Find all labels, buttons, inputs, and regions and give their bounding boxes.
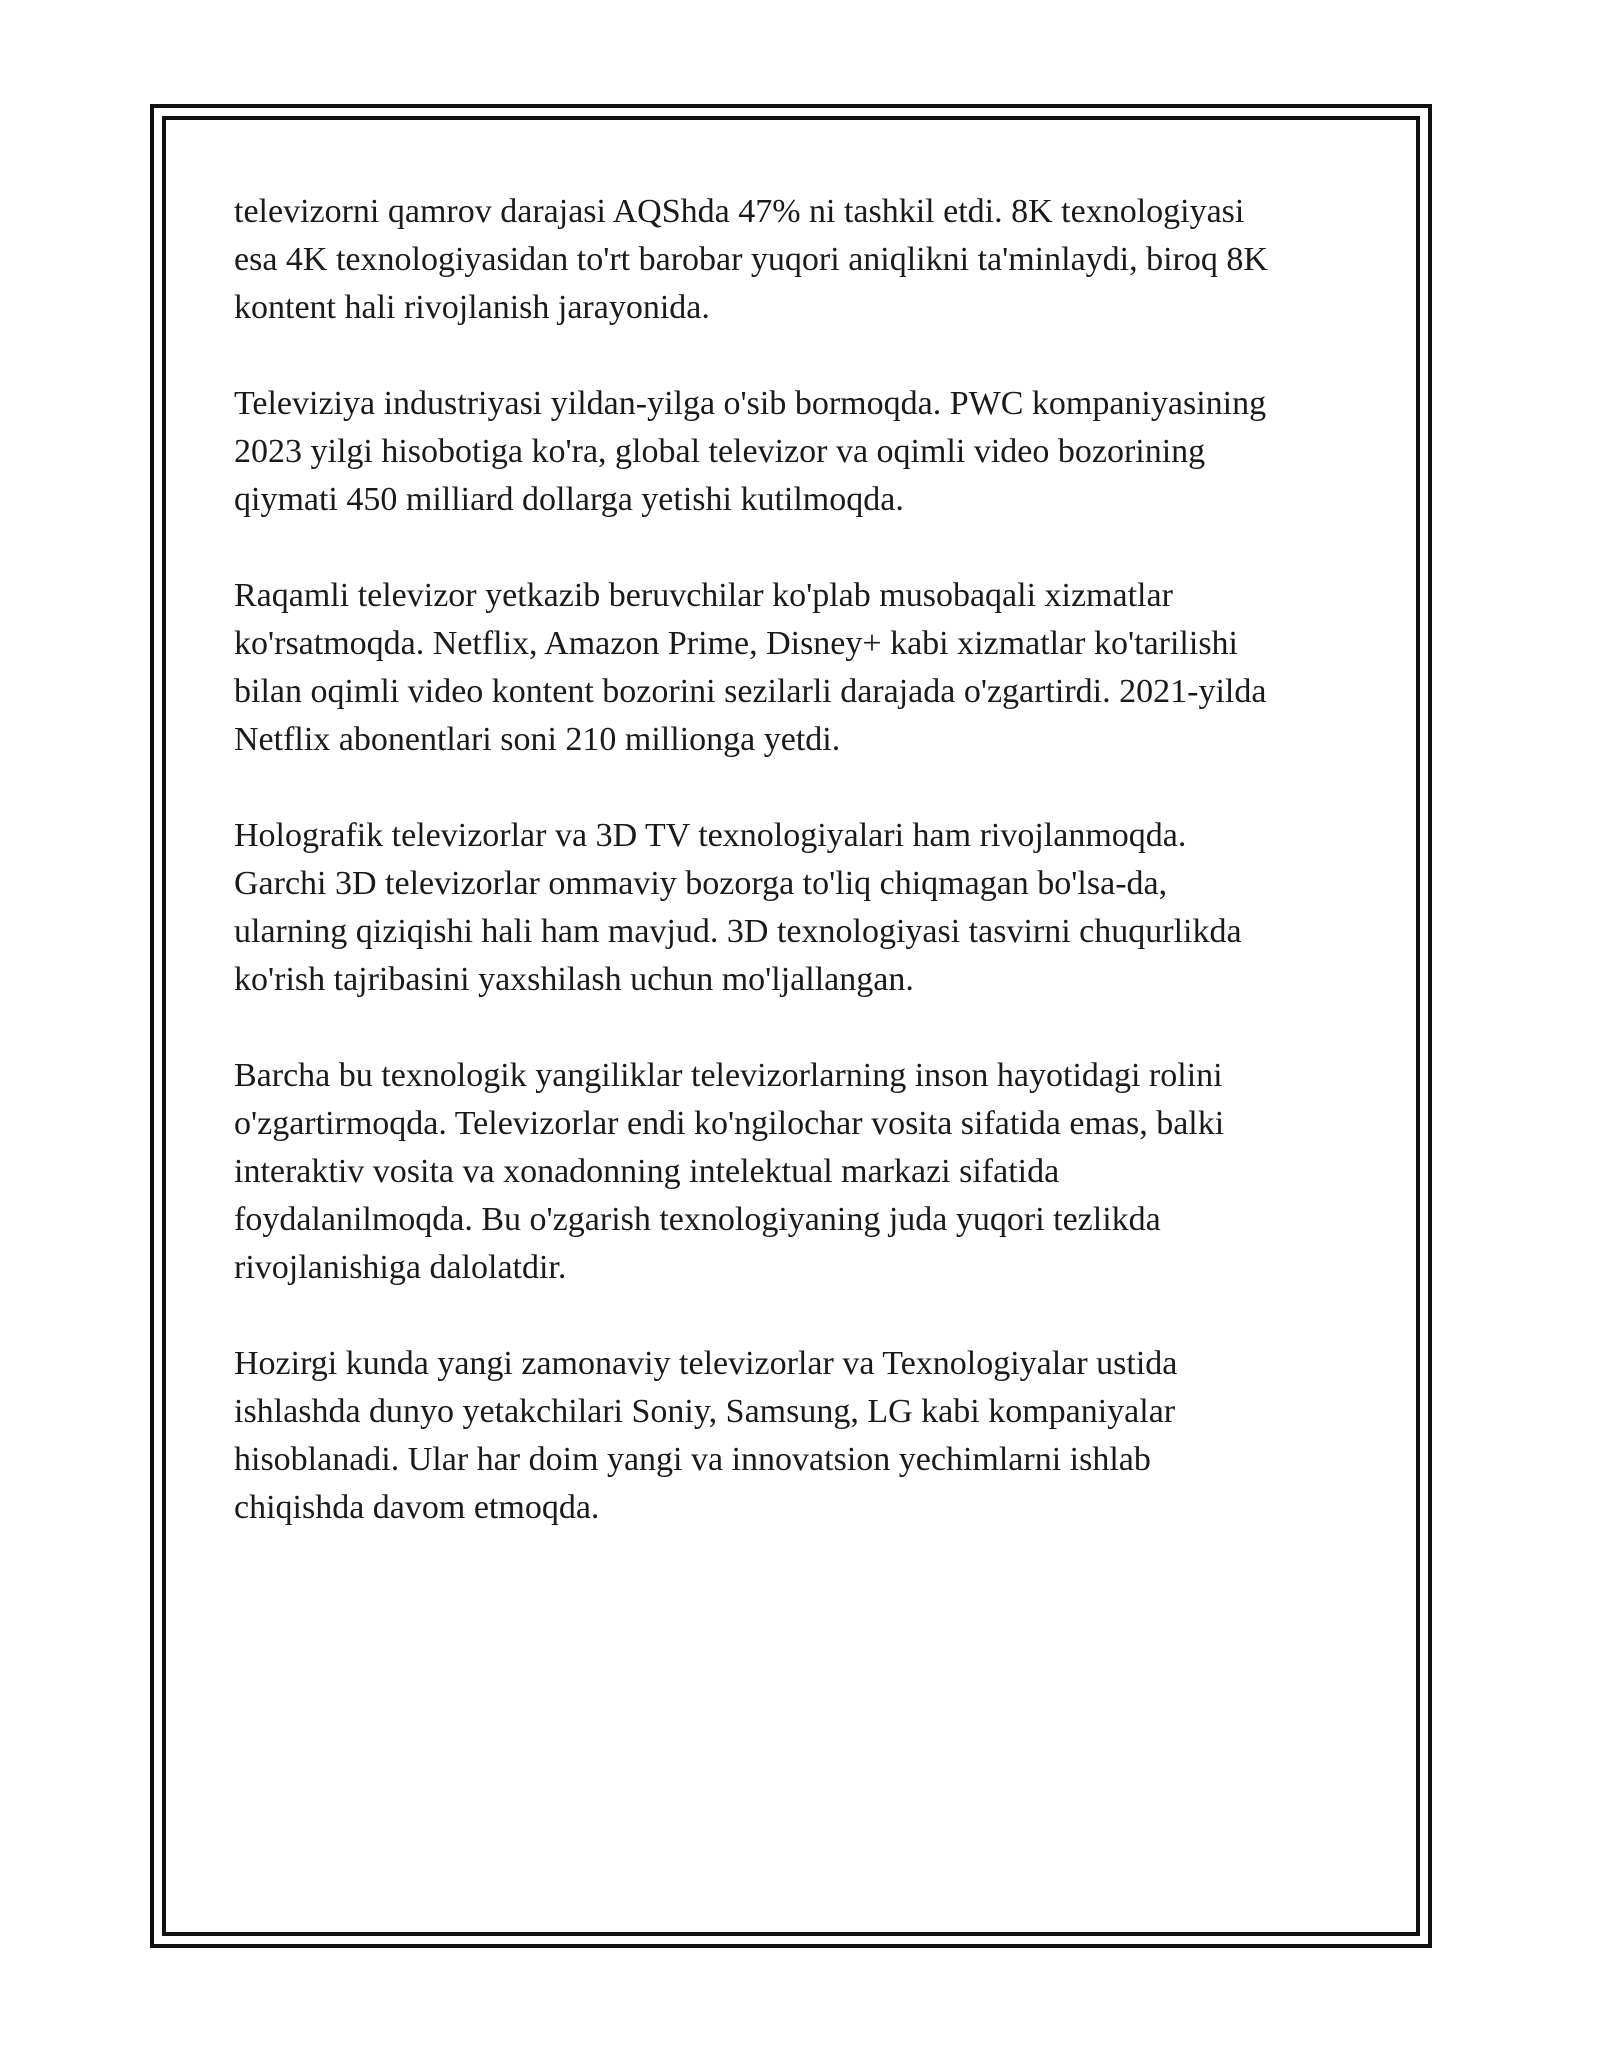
paragraph-industry-leaders: Hozirgi kunda yangi zamonaviy televizorlar va Texnologiyalar ustida ishlashda dunyo yetakchilari Soniy, Samsung, LG kabi kompaniyalar hisoblanadi. Ular har doim yangi va innovatsion yechimlarni ishlab chiqishda davom etmoqda. (234, 1345, 1178, 1526)
paragraph-role-change: Barcha bu texnologik yangiliklar televizorlarning inson hayotidagi rolini o'zgartirmoqda. Televizorlar endi ko'ngilochar vosita sifatida emas, balki interaktiv vosita va xonadonning intelektual markazi sifatida foydalanilmoqda. Bu o'zgarish texnologiyaning juda yuqori tezlikda rivojlanishiga dalolatdir. (234, 1057, 1225, 1286)
document-body (234, 188, 1364, 1580)
paragraph-digital-providers: Raqamli televizor yetkazib beruvchilar ko'plab musobaqali xizmatlar ko'rsatmoqda. Netflix, Amazon Prime, Disney+ kabi xizmatlar ko'tarilishi bilan oqimli video kontent bozorini sezilarli darajada o'zgartirdi. 2021-yilda Netflix abonentlari soni 210 millionga yetdi. (234, 577, 1267, 758)
paragraph-holographic-3d: Holografik televizorlar va 3D TV texnologiyalari ham rivojlanmoqda. Garchi 3D televizorlar ommaviy bozorga to'liq chiqmagan bo'lsa-da, ularning qiziqishi hali ham mavjud. 3D texnologiyasi tasvirni chuqurlikda ko'rish tajribasini yaxshilash uchun mo'ljallangan. (234, 817, 1242, 998)
paragraph-tv-coverage: televizorni qamrov darajasi AQShda 47% ni tashkil etdi. 8K texnologiyasi esa 4K texnologiyasidan to'rt barobar yuqori aniqlikni ta'minlaydi, biroq 8K kontent hali rivojlanish jarayonida. (234, 193, 1268, 326)
paragraph-industry-growth: Televiziya industriyasi yildan-yilga o'sib bormoqda. PWC kompaniyasining 2023 yilgi hisobotiga ko'ra, global televizor va oqimli video bozorining qiymati 450 milliard dollarga yetishi kutilmoqda. (234, 385, 1267, 518)
